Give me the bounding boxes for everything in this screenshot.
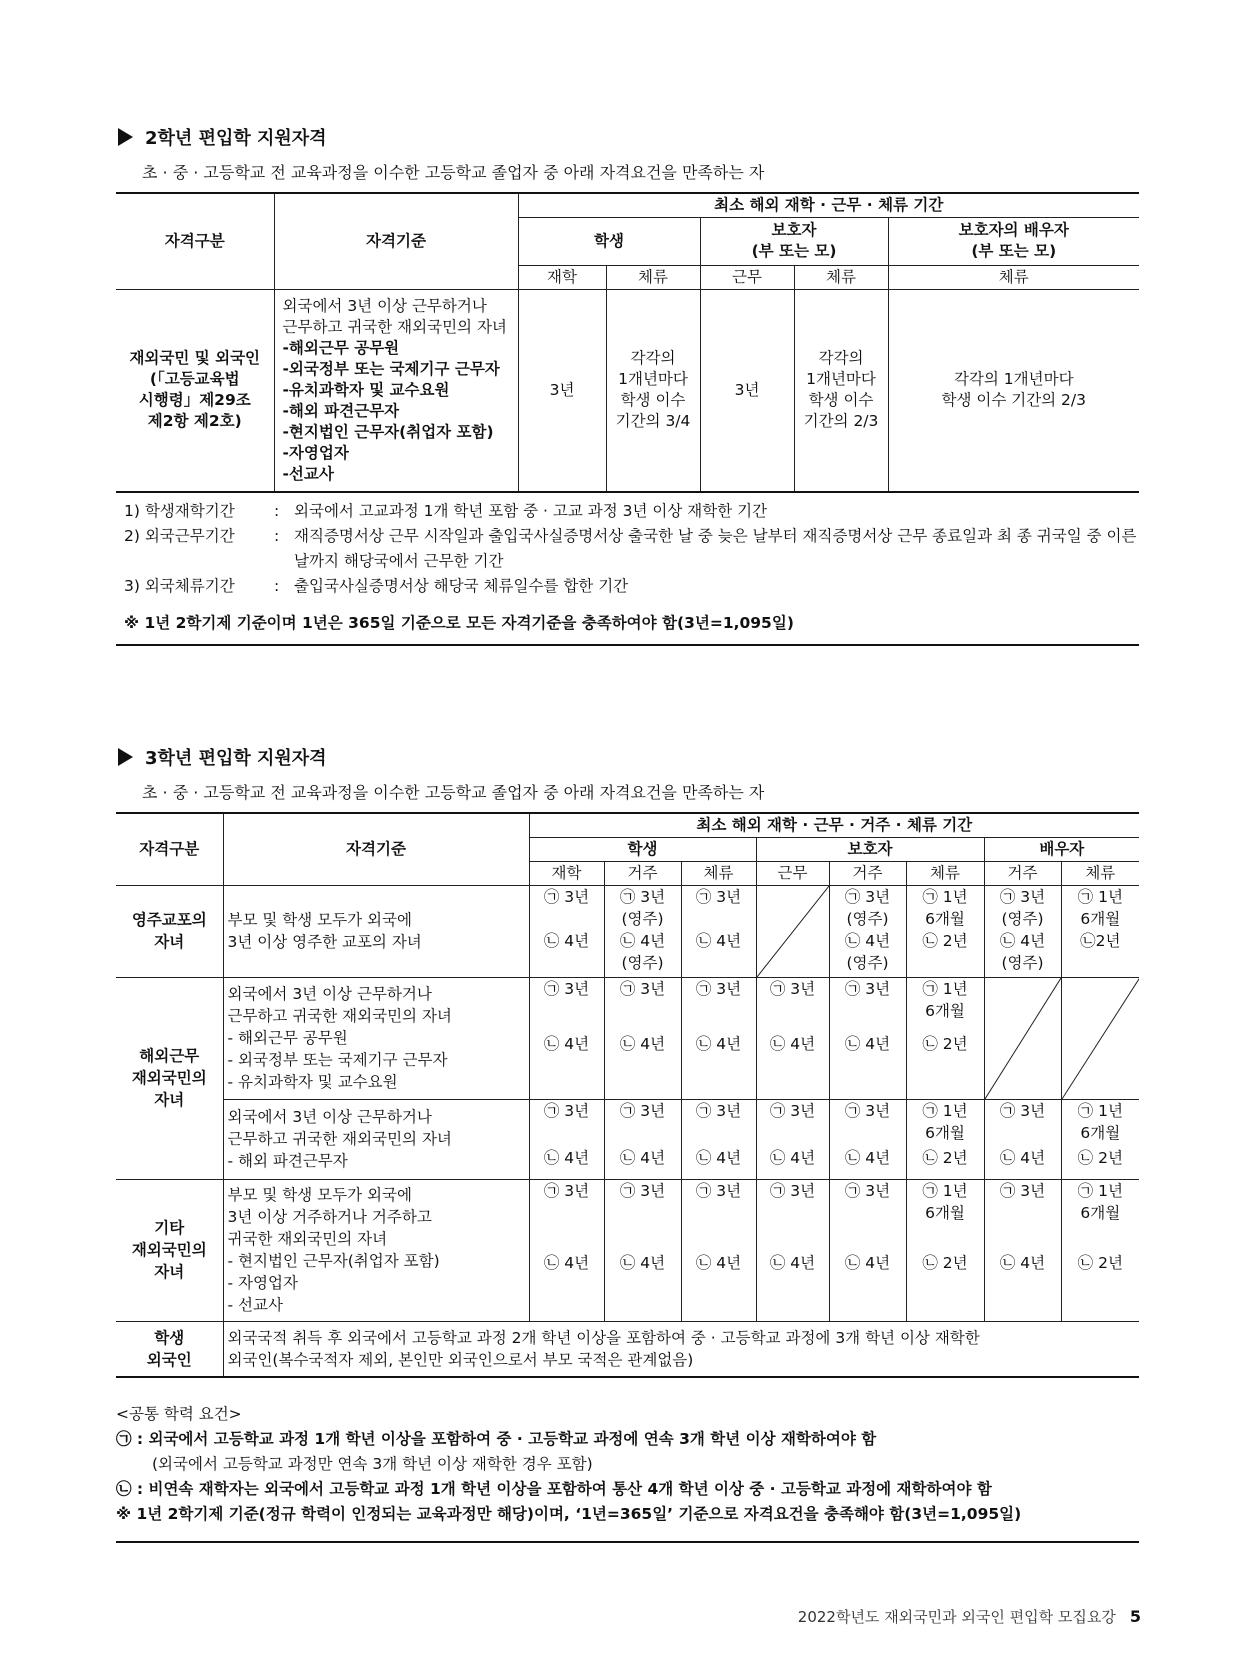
value-cell: ㉠ 1년 6개월 ㉡2년 — [1061, 885, 1139, 977]
common-line: ※ 1년 2학기제 기준(정규 학력이 인정되는 교육과정만 해당)이며, ‘1년=365일’ 기준으로 자격요건을 충족해야 함(3년=1,095일) — [116, 1505, 1022, 1523]
criteria-item: -선교사 — [282, 464, 334, 483]
subheader: 거주 — [829, 861, 906, 885]
note-sep: : — [274, 501, 280, 520]
note-key: 1) 학생재학기간 — [124, 501, 235, 520]
header-spouse: 보호자의 배우자 (부 또는 모) — [888, 217, 1139, 265]
note-key: 3) 외국체류기간 — [124, 576, 235, 595]
subheader: 체류 — [906, 861, 984, 885]
value-cell: ㉠ 1년 6개월 ㉡ 2년 — [1061, 1099, 1139, 1179]
value-cell: ㉠ 3년 ㉡ 4년 — [984, 1099, 1061, 1179]
criteria-cell: 외국에서 3년 이상 근무하거나 근무하고 귀국한 재외국민의 자녀 - 해외근무 공무원 - 외국정부 또는 국제기구 근무자 - 유치과학자 및 교수요원 — [223, 977, 529, 1099]
common-line: ㉡ : 비연속 재학자는 외국에서 고등학교 과정 1개 학년 이상을 포함하여 통산 4개 학년 이상 중 · 고등학교 과정에 재학하여야 함 — [116, 1480, 992, 1498]
category-cell: 해외근무 재외국민의 자녀 — [116, 977, 223, 1179]
header-student: 학생 — [518, 217, 700, 265]
note-key: 2) 외국근무기간 — [124, 526, 235, 545]
criteria-cell — [274, 289, 518, 492]
section-subtitle: 초 · 중 · 고등학교 전 교육과정을 이수한 고등학교 졸업자 중 아래 자격요건을 만족하는 자 — [142, 783, 765, 802]
value-cell: ㉠ 3년 ㉡ 4년 — [604, 977, 681, 1099]
section-subtitle: 초 · 중 · 고등학교 전 교육과정을 이수한 고등학교 졸업자 중 아래 자격요건을 만족하는 자 — [142, 163, 765, 182]
common-title: <공통 학력 요건> — [116, 1405, 242, 1423]
criteria-cell: 부모 및 학생 모두가 외국에 3년 이상 영주한 교포의 자녀 — [223, 885, 529, 977]
not-applicable-cell — [1061, 977, 1139, 1099]
note-row — [124, 574, 1139, 599]
value-cell: ㉠ 3년 ㉡ 4년 — [829, 1179, 906, 1321]
note-sep: : — [274, 576, 280, 595]
criteria-intro: 외국에서 3년 이상 근무하거나 근무하고 귀국한 재외국민의 자녀 — [282, 296, 507, 336]
criteria-item: -유치과학자 및 교수요원 — [282, 380, 450, 399]
section-title — [116, 744, 1139, 770]
value-cell: ㉠ 3년 ㉡ 4년 — [984, 1179, 1061, 1321]
value-cell: ㉠ 3년 ㉡ 4년 — [681, 977, 756, 1099]
section-grade3 — [116, 744, 1139, 1543]
table-row — [116, 1099, 1139, 1179]
subheader: 거주 — [604, 861, 681, 885]
triangle-bullet-icon — [118, 748, 133, 766]
criteria-item: -현지법인 근무자(취업자 포함) — [282, 422, 494, 441]
common-line: (외국에서 고등학교 과정만 연속 3개 학년 이상 재학한 경우 포함) — [152, 1455, 593, 1473]
value-cell: ㉠ 3년 ㉡ 4년 — [681, 1099, 756, 1179]
footer-text: 2022학년도 재외국민과 외국인 편입학 모집요강 — [797, 1608, 1116, 1626]
category-cell: 기타 재외국민의 자녀 — [116, 1179, 223, 1321]
criteria-item: -해외근무 공무원 — [282, 338, 400, 357]
header-criteria: 자격기준 — [223, 813, 529, 885]
value-cell: ㉠ 3년 ㉡ 4년 — [529, 1099, 604, 1179]
note-value: 재직증명서상 근무 시작일과 출입국사실증명서상 출국한 날 중 늦은 날부터 재직증명서상 근무 종료일과 최 종 귀국일 중 이른 날까지 해당국에서 근무한 기간 — [294, 526, 1137, 570]
note-emphasis: ※ 1년 2학기제 기준이며 1년은 365일 기준으로 모든 자격기준을 충족하여야 함(3년=1,095일) — [124, 613, 794, 632]
note-row — [124, 499, 1139, 524]
subheader-work: 근무 — [700, 265, 794, 289]
header-spouse: 배우자 — [984, 837, 1139, 861]
section-title — [116, 124, 1139, 150]
subheader: 체류 — [1061, 861, 1139, 885]
note-value: 외국에서 고교과정 1개 학년 포함 중 · 고교 과정 3년 이상 재학한 기간 — [294, 501, 768, 520]
value-cell: ㉠ 3년 (영주) ㉡ 4년 (영주) — [604, 885, 681, 977]
grade3-table — [116, 812, 1139, 1378]
table-row — [116, 1321, 1139, 1377]
value-student-stay: 각각의 1개년마다 학생 이수 기간의 3/4 — [606, 289, 700, 492]
value-cell: ㉠ 3년 ㉡ 4년 — [829, 977, 906, 1099]
table-row — [116, 977, 1139, 1099]
value-guardian-stay: 각각의 1개년마다 학생 이수 기간의 2/3 — [794, 289, 888, 492]
footer — [798, 1606, 1141, 1627]
criteria-cell: 부모 및 학생 모두가 외국에 3년 이상 거주하거나 거주하고 귀국한 재외국민의 자녀 - 현지법인 근무자(취업자 포함) - 자영업자 - 선교사 — [223, 1179, 529, 1321]
criteria-cell: 외국에서 3년 이상 근무하거나 근무하고 귀국한 재외국민의 자녀 - 해외 파견근무자 — [223, 1099, 529, 1179]
value-cell: ㉠ 3년 ㉡ 4년 — [529, 1179, 604, 1321]
header-criteria: 자격기준 — [274, 193, 518, 289]
value-cell: ㉠ 3년 ㉡ 4년 — [756, 1099, 829, 1179]
value-cell: ㉠ 3년 ㉡ 4년 — [681, 885, 756, 977]
value-cell: ㉠ 3년 ㉡ 4년 — [604, 1179, 681, 1321]
page-number: 5 — [1129, 1607, 1141, 1626]
category-cell: 학생 외국인 — [116, 1321, 223, 1377]
value-spouse-stay: 각각의 1개년마다 학생 이수 기간의 2/3 — [888, 289, 1139, 492]
note-value: 출입국사실증명서상 해당국 체류일수를 합한 기간 — [294, 576, 629, 595]
subheader-stay: 체류 — [888, 265, 1139, 289]
triangle-bullet-icon — [118, 128, 133, 146]
value-cell: ㉠ 3년 ㉡ 4년 — [756, 977, 829, 1099]
value-cell: ㉠ 3년 ㉡ 4년 — [604, 1099, 681, 1179]
criteria-item: -해외 파견근무자 — [282, 401, 400, 420]
note-row — [124, 524, 1139, 574]
table-row — [116, 1179, 1139, 1321]
section-title-text: 2학년 편입학 지원자격 — [145, 128, 327, 149]
value-cell: ㉠ 3년 ㉡ 4년 — [829, 1099, 906, 1179]
value-cell: ㉠ 3년 ㉡ 4년 — [681, 1179, 756, 1321]
subheader: 근무 — [756, 861, 829, 885]
subheader: 거주 — [984, 861, 1061, 885]
value-cell: ㉠ 3년 ㉡ 4년 — [529, 977, 604, 1099]
value-work: 3년 — [700, 289, 794, 492]
value-cell: ㉠ 1년 6개월 ㉡ 2년 — [1061, 1179, 1139, 1321]
header-category: 자격구분 — [116, 813, 223, 885]
common-line: ㉠ : 외국에서 고등학교 과정 1개 학년 이상을 포함하여 중 · 고등학교 과정에 연속 3개 학년 이상 재학하여야 함 — [116, 1430, 877, 1448]
subheader-study: 재학 — [518, 265, 606, 289]
notes — [116, 493, 1139, 646]
common-requirements — [116, 1402, 1139, 1543]
category-cell: 재외국민 및 외국인 (「고등교육법 시행령」제29조 제2항 제2호) — [116, 289, 274, 492]
header-category: 자격구분 — [116, 193, 274, 289]
not-applicable-cell — [984, 977, 1061, 1099]
value-cell: ㉠ 3년 (영주) ㉡ 4년 (영주) — [984, 885, 1061, 977]
value-cell: ㉠ 1년 6개월 ㉡ 2년 — [906, 977, 984, 1099]
value-cell: ㉠ 1년 6개월 ㉡ 2년 — [906, 1099, 984, 1179]
value-cell: ㉠ 1년 6개월 ㉡ 2년 — [906, 885, 984, 977]
subheader-stay: 체류 — [794, 265, 888, 289]
section-title-text: 3학년 편입학 지원자격 — [145, 748, 327, 769]
grade2-table — [116, 192, 1139, 493]
table-row — [116, 885, 1139, 977]
note-sep: : — [274, 526, 280, 545]
category-cell: 영주교포의 자녀 — [116, 885, 223, 977]
criteria-item: -자영업자 — [282, 443, 349, 462]
value-cell: ㉠ 1년 6개월 ㉡ 2년 — [906, 1179, 984, 1321]
subheader: 체류 — [681, 861, 756, 885]
not-applicable-cell — [756, 885, 829, 977]
subheader: 재학 — [529, 861, 604, 885]
value-cell: ㉠ 3년 ㉡ 4년 — [756, 1179, 829, 1321]
header-period: 최소 해외 재학 · 근무 · 체류 기간 — [518, 193, 1139, 217]
value-cell: ㉠ 3년 (영주) ㉡ 4년 (영주) — [829, 885, 906, 977]
section-grade2 — [116, 124, 1139, 646]
criteria-item: -외국정부 또는 국제기구 근무자 — [282, 359, 500, 378]
value-study: 3년 — [518, 289, 606, 492]
header-guardian: 보호자 (부 또는 모) — [700, 217, 888, 265]
subheader-stay: 체류 — [606, 265, 700, 289]
header-student: 학생 — [529, 837, 756, 861]
value-cell: ㉠ 3년 ㉡ 4년 — [529, 885, 604, 977]
criteria-cell: 외국국적 취득 후 외국에서 고등학교 과정 2개 학년 이상을 포함하여 중 · 고등학교 과정에 3개 학년 이상 재학한 외국인(복수국적자 제외, 본인만 외국인으로서 부모 국적은 관계없음) — [223, 1321, 1139, 1377]
header-period: 최소 해외 재학 · 근무 · 거주 · 체류 기간 — [529, 813, 1139, 837]
header-guardian: 보호자 — [756, 837, 984, 861]
